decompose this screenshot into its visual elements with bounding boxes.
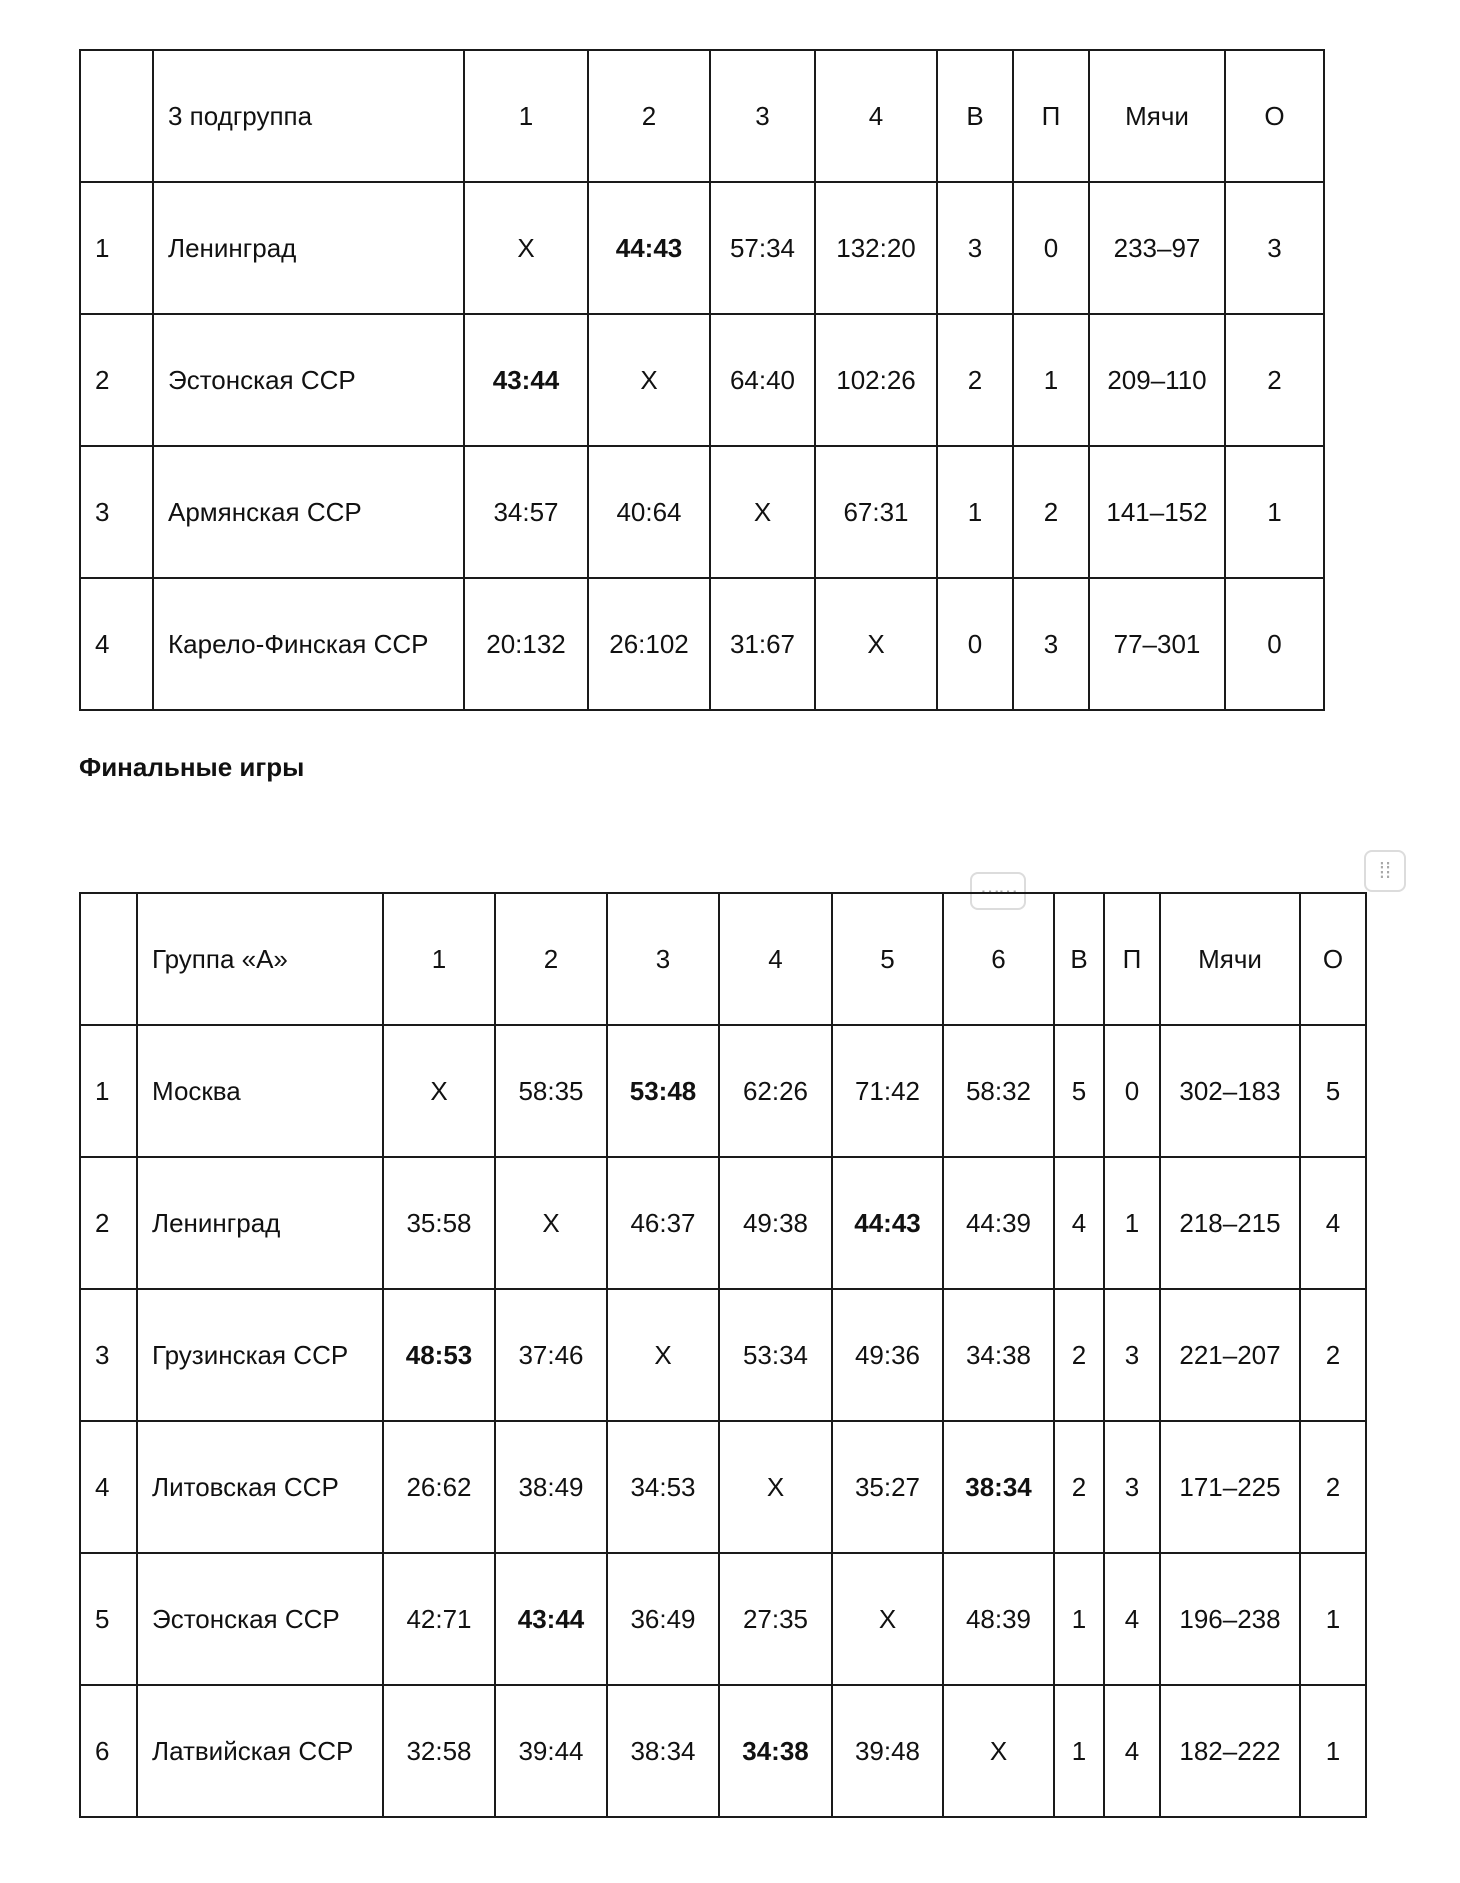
group-a-team-cell: Латвийская ССР	[137, 1685, 383, 1817]
subgroup-3-cell: 40:64	[588, 446, 710, 578]
group-a-cell: 6	[80, 1685, 137, 1817]
subgroup-3-header-cell: П	[1013, 50, 1089, 182]
subgroup-3-cell: X	[815, 578, 937, 710]
group-a-cell: 43:44	[495, 1553, 607, 1685]
group-a-cell: X	[607, 1289, 719, 1421]
group-a-cell: 4	[1104, 1553, 1160, 1685]
group-a-cell: 5	[1300, 1025, 1366, 1157]
group-a-cell: 36:49	[607, 1553, 719, 1685]
group-a-cell: 0	[1104, 1025, 1160, 1157]
group-a-team-cell: Эстонская ССР	[137, 1553, 383, 1685]
group-a-cell: 53:48	[607, 1025, 719, 1157]
group-a-cell: 49:38	[719, 1157, 832, 1289]
group-a-cell: 4	[1300, 1157, 1366, 1289]
subgroup-3-cell: 1	[937, 446, 1013, 578]
group-a-cell: 34:53	[607, 1421, 719, 1553]
group-a-row	[80, 1157, 1366, 1289]
subgroup-3-cell: X	[710, 446, 815, 578]
group-a-cell: 35:58	[383, 1157, 495, 1289]
group-a-cell: 3	[1104, 1421, 1160, 1553]
group-a-team-cell: Москва	[137, 1025, 383, 1157]
subgroup-3-cell: 0	[1225, 578, 1324, 710]
subgroup-3-row	[80, 578, 1324, 710]
subgroup-3-cell: X	[464, 182, 588, 314]
group-a-cell: 1	[1054, 1685, 1104, 1817]
subgroup-3-header-cell: О	[1225, 50, 1324, 182]
group-a-cell: 4	[1054, 1157, 1104, 1289]
subgroup-3-header-cell: 1	[464, 50, 588, 182]
group-a-cell: X	[495, 1157, 607, 1289]
group-a-cell: X	[383, 1025, 495, 1157]
subgroup-3-header-cell: 3	[710, 50, 815, 182]
group-a-row	[80, 1553, 1366, 1685]
subgroup-3-cell: 44:43	[588, 182, 710, 314]
group-a-cell: 2	[1054, 1289, 1104, 1421]
group-a-team-cell: Грузинская ССР	[137, 1289, 383, 1421]
subgroup-3-header-cell: 3 подгруппа	[153, 50, 464, 182]
row-drag-handle-icon[interactable]: ⁞⁞	[1364, 850, 1406, 892]
group-a-cell: 58:32	[943, 1025, 1054, 1157]
subgroup-3-cell: 1	[1013, 314, 1089, 446]
group-a-cell: X	[943, 1685, 1054, 1817]
group-a-cell: 1	[1300, 1553, 1366, 1685]
subgroup-3-cell: 2	[937, 314, 1013, 446]
group-a-cell: 1	[1300, 1685, 1366, 1817]
group-a-cell: 53:34	[719, 1289, 832, 1421]
group-a-cell: 34:38	[719, 1685, 832, 1817]
group-a-cell: 71:42	[832, 1025, 943, 1157]
group-a-cell: 27:35	[719, 1553, 832, 1685]
group-a-cell: 44:43	[832, 1157, 943, 1289]
group-a-cell: X	[719, 1421, 832, 1553]
group-a-header-cell: П	[1104, 893, 1160, 1025]
subgroup-3-team-cell: Эстонская ССР	[153, 314, 464, 446]
group-a-cell: 2	[1300, 1289, 1366, 1421]
subgroup-3-cell: 141–152	[1089, 446, 1225, 578]
subgroup-3-cell: X	[588, 314, 710, 446]
subgroup-3-cell: 34:57	[464, 446, 588, 578]
subgroup-3-header-cell: Мячи	[1089, 50, 1225, 182]
subgroup-3-cell: 1	[1225, 446, 1324, 578]
group-a-cell: 34:38	[943, 1289, 1054, 1421]
subgroup-3-cell: 0	[937, 578, 1013, 710]
group-a-header-cell: 3	[607, 893, 719, 1025]
subgroup-3-cell: 2	[1225, 314, 1324, 446]
group-a-team-cell: Ленинград	[137, 1157, 383, 1289]
subgroup-3-cell: 2	[1013, 446, 1089, 578]
subgroup-3-cell: 0	[1013, 182, 1089, 314]
subgroup-3-cell: 31:67	[710, 578, 815, 710]
subgroup-3-cell: 43:44	[464, 314, 588, 446]
subgroup-3-row	[80, 446, 1324, 578]
group-a-cell: 1	[80, 1025, 137, 1157]
group-a-cell: X	[832, 1553, 943, 1685]
subgroup-3-cell: 102:26	[815, 314, 937, 446]
subgroup-3-header-row	[80, 50, 1324, 182]
subgroup-3-header-cell	[80, 50, 153, 182]
group-a-cell: 26:62	[383, 1421, 495, 1553]
group-a-cell: 39:44	[495, 1685, 607, 1817]
subgroup-3-cell: 3	[937, 182, 1013, 314]
group-a-cell: 48:53	[383, 1289, 495, 1421]
group-a-header-cell: 6	[943, 893, 1054, 1025]
subgroup-3-header-cell: 4	[815, 50, 937, 182]
group-a-cell: 38:49	[495, 1421, 607, 1553]
group-a-cell: 32:58	[383, 1685, 495, 1817]
subgroup-3-cell: 3	[1013, 578, 1089, 710]
subgroup-3-table	[79, 49, 1325, 711]
group-a-cell: 1	[1104, 1157, 1160, 1289]
group-a-cell: 38:34	[943, 1421, 1054, 1553]
group-a-cell: 49:36	[832, 1289, 943, 1421]
group-a-cell: 2	[1054, 1421, 1104, 1553]
group-a-header-cell: 2	[495, 893, 607, 1025]
group-a-cell: 48:39	[943, 1553, 1054, 1685]
subgroup-3-cell: 26:102	[588, 578, 710, 710]
group-a-cell: 218–215	[1160, 1157, 1300, 1289]
group-a-cell: 4	[80, 1421, 137, 1553]
subgroup-3-cell: 4	[80, 578, 153, 710]
group-a-cell: 37:46	[495, 1289, 607, 1421]
subgroup-3-team-cell: Армянская ССР	[153, 446, 464, 578]
group-a-cell: 5	[80, 1553, 137, 1685]
group-a-cell: 38:34	[607, 1685, 719, 1817]
group-a-cell: 171–225	[1160, 1421, 1300, 1553]
group-a-cell: 58:35	[495, 1025, 607, 1157]
subgroup-3-cell: 2	[80, 314, 153, 446]
subgroup-3-cell: 64:40	[710, 314, 815, 446]
subgroup-3-cell: 77–301	[1089, 578, 1225, 710]
subgroup-3-cell: 209–110	[1089, 314, 1225, 446]
group-a-cell: 35:27	[832, 1421, 943, 1553]
subgroup-3-header-cell: В	[937, 50, 1013, 182]
group-a-cell: 196–238	[1160, 1553, 1300, 1685]
finals-heading: Финальные игры	[79, 752, 305, 782]
group-a-cell: 42:71	[383, 1553, 495, 1685]
group-a-header-cell	[80, 893, 137, 1025]
group-a-cell: 182–222	[1160, 1685, 1300, 1817]
group-a-cell: 3	[1104, 1289, 1160, 1421]
subgroup-3-header-cell: 2	[588, 50, 710, 182]
group-a-header-cell: Мячи	[1160, 893, 1300, 1025]
subgroup-3-cell: 233–97	[1089, 182, 1225, 314]
subgroup-3-row	[80, 182, 1324, 314]
group-a-cell: 3	[80, 1289, 137, 1421]
group-a-cell: 39:48	[832, 1685, 943, 1817]
group-a-header-cell: 5	[832, 893, 943, 1025]
group-a-table	[79, 892, 1367, 1818]
group-a-header-cell: Группа «А»	[137, 893, 383, 1025]
group-a-header-cell: В	[1054, 893, 1104, 1025]
group-a-cell: 2	[80, 1157, 137, 1289]
subgroup-3-cell: 20:132	[464, 578, 588, 710]
group-a-cell: 44:39	[943, 1157, 1054, 1289]
group-a-cell: 302–183	[1160, 1025, 1300, 1157]
subgroup-3-team-cell: Ленинград	[153, 182, 464, 314]
group-a-team-cell: Литовская ССР	[137, 1421, 383, 1553]
subgroup-3-team-cell: Карело-Финская ССР	[153, 578, 464, 710]
group-a-cell: 2	[1300, 1421, 1366, 1553]
subgroup-3-row	[80, 314, 1324, 446]
subgroup-3-cell: 1	[80, 182, 153, 314]
group-a-row	[80, 1685, 1366, 1817]
group-a-cell: 4	[1104, 1685, 1160, 1817]
group-a-cell: 1	[1054, 1553, 1104, 1685]
group-a-cell: 5	[1054, 1025, 1104, 1157]
group-a-row	[80, 1025, 1366, 1157]
group-a-header-cell: 1	[383, 893, 495, 1025]
group-a-cell: 46:37	[607, 1157, 719, 1289]
subgroup-3-cell: 67:31	[815, 446, 937, 578]
subgroup-3-cell: 57:34	[710, 182, 815, 314]
subgroup-3-cell: 3	[80, 446, 153, 578]
group-a-row	[80, 1421, 1366, 1553]
subgroup-3-cell: 3	[1225, 182, 1324, 314]
group-a-header-cell: 4	[719, 893, 832, 1025]
subgroup-3-cell: 132:20	[815, 182, 937, 314]
column-drag-handle-icon[interactable]: ⋯⋯	[970, 872, 1026, 910]
group-a-header-row	[80, 893, 1366, 1025]
group-a-header-cell: О	[1300, 893, 1366, 1025]
group-a-cell: 62:26	[719, 1025, 832, 1157]
group-a-cell: 221–207	[1160, 1289, 1300, 1421]
group-a-row	[80, 1289, 1366, 1421]
